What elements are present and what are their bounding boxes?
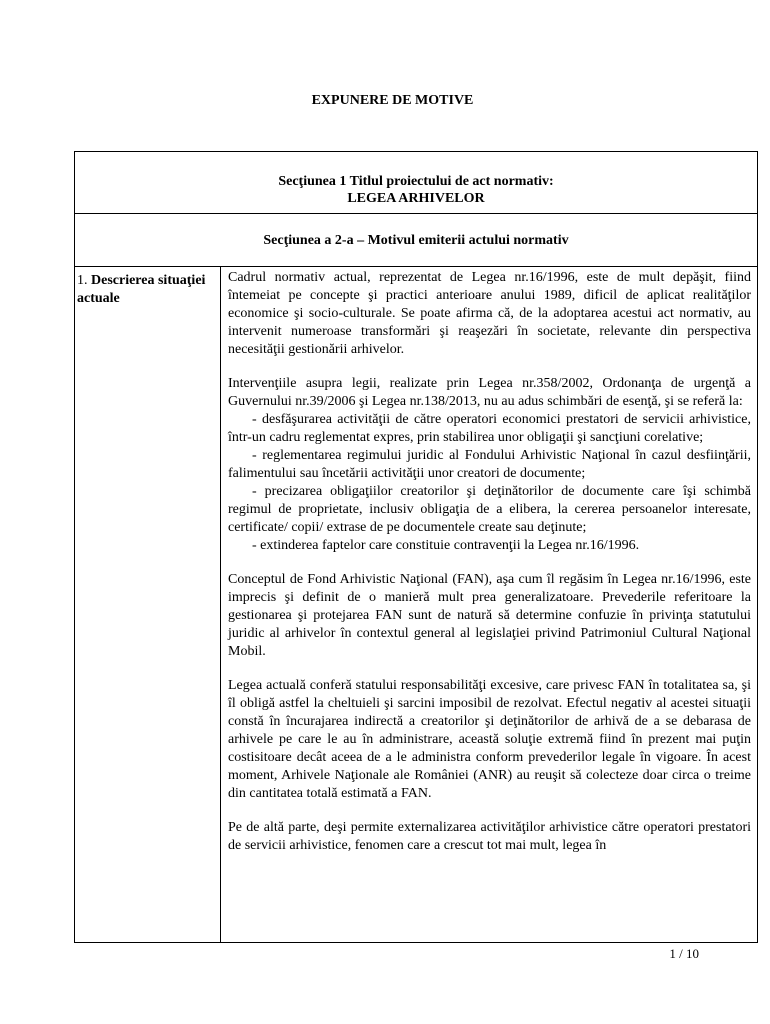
document-title: EXPUNERE DE MOTIVE: [311, 93, 474, 108]
row-label-cell: [75, 267, 221, 943]
paragraph-state-responsibilities: Legea actuală conferă statului responsabilităţi excesive, care privesc FAN în totalitatea sa, şi îl obligă astfel la cheltuieli şi sarcini imposibil de rezolvat. Efectul negativ al acestei situaţii constă în încurajarea indirectă a creatorilor şi deţinătorilor de arhivă de a se debarasa de arhivele pe care le au în administrare, această soluţie extremă fiind în prezent mai puţin costisitoare decât aceea de a le administra conform prevederilor legale în vigoare. În acest moment, Arhivele Naţionale ale României (ANR) au reuşit să colecteze doar circa o treime din cantitatea totală estimată a FAN.: [228, 678, 751, 801]
paragraph-legal-framework: Cadrul normativ actual, reprezentat de Legea nr.16/1996, este de mult depăşit, fiind întemeiat pe concepte şi practici anterioare anului 1989, dificil de aplicat realităţilor economice şi socio-culturale. Se poate afirma că, de la adoptarea acestui act normativ, au intervenit numeroase transformări şi reaşezări în societate, relevante din perspectiva necesităţii gestionării arhivelor.: [228, 270, 751, 357]
list-item: - extinderea faptelor care constituie contravenţii la Legea nr.16/1996.: [252, 538, 640, 553]
paragraph-interventions-intro: Intervenţiile asupra legii, realizate prin Legea nr.358/2002, Ordonanţa de urgenţă a Guvernului nr.39/2006 şi Legea nr.138/2013, nu au adus schimbări de esenţă, şi se referă la:: [228, 376, 751, 409]
page-number: 1 / 10: [669, 946, 699, 961]
paragraph-fan-concept: Conceptul de Fond Arhivistic Naţional (FAN), aşa cum îl regăsim în Legea nr.16/1996, este imprecis şi definit de o manieră mult prea generalizatoare. Prevederile referitoare la gestionarea şi protejarea FAN sunt de natură să determine confuzie în privinţa statutului juridic al arhivelor în contextul general al legislaţiei privind Patrimoniul Cultural Naţional Mobil.: [228, 572, 751, 659]
table-row: [75, 267, 757, 943]
list-item: - desfăşurarea activităţii de către operatori economici prestatori de servicii arhivistice, într-un cadru reglementat expres, prin stabilirea unor obligaţii şi sancţiuni corelative;: [228, 412, 751, 445]
section-2-header: [75, 214, 757, 267]
row-content-cell: [221, 267, 757, 943]
row-label-text: Descrierea situaţiei actuale: [77, 273, 206, 306]
motives-table: [74, 151, 758, 943]
paragraph-outsourcing: Pe de altă parte, deşi permite externalizarea activităţilor arhivistice către operatori prestatori de servicii arhivistice, fenomen care a crescut tot mai mult, legea în: [228, 820, 751, 853]
list-item: - precizarea obligaţiilor creatorilor şi deţinătorilor de documente care îşi schimbă regimul de proprietate, inclusiv obligaţia de a elibera, la cererea persoanelor interesate, certificate/ copii/ extrase de pe documentele create sau deţinute;: [228, 484, 751, 535]
row-label-number: 1.: [77, 273, 88, 288]
section-1-heading: Secţiunea 1 Titlul proiectului de act normativ:: [278, 174, 554, 189]
section-2-heading: Secţiunea a 2-a – Motivul emiterii actului normativ: [263, 233, 569, 248]
section-1-subtitle: LEGEA ARHIVELOR: [347, 191, 485, 206]
list-item: - reglementarea regimului juridic al Fondului Arhivistic Naţional în cazul desfiinţării, falimentului sau încetării activităţii unor creatori de documente;: [228, 448, 751, 481]
section-1-header: [75, 152, 757, 214]
